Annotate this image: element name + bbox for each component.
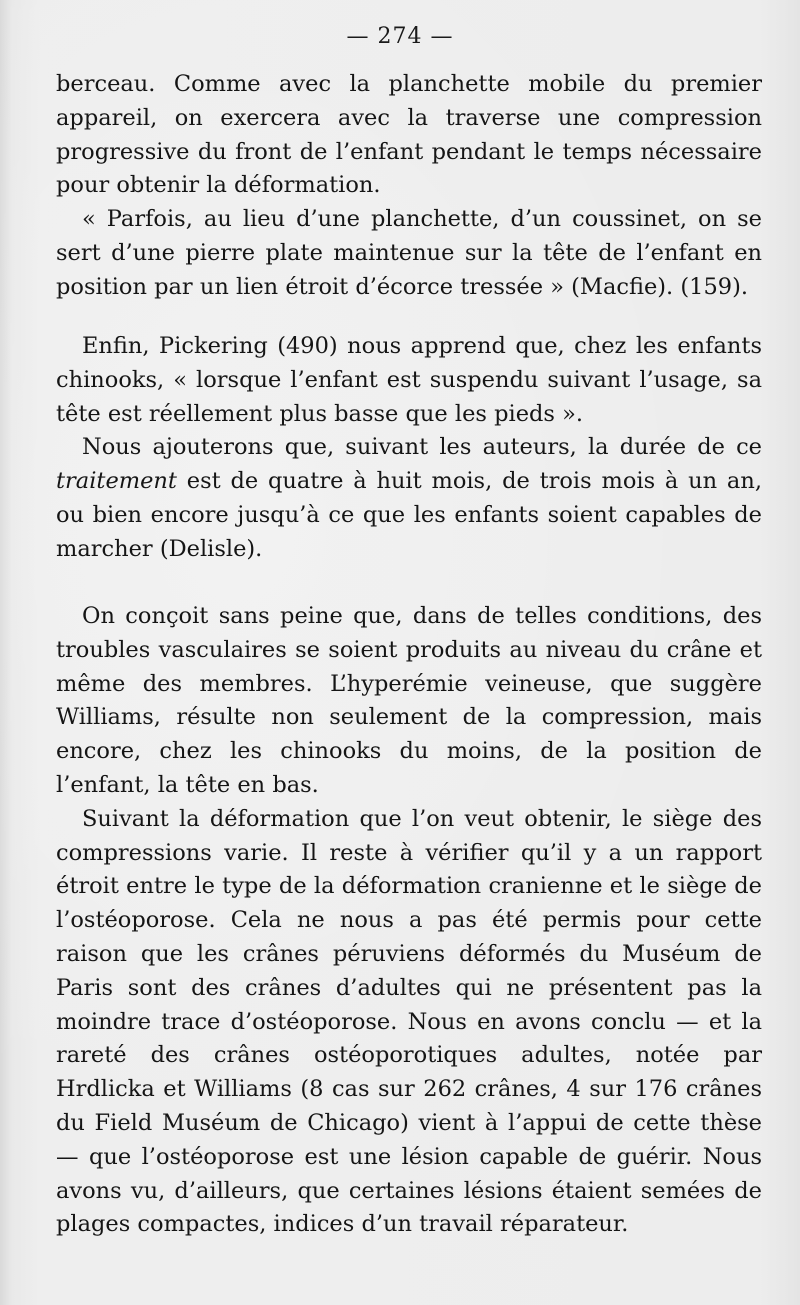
paragraph-1: berceau. Comme avec la planchette mobile du premier appareil, on exercera avec la traverse une compression progressive du front de l’enfant pendant le temps nécessaire pour obtenir la déformation.	[56, 71, 762, 199]
paragraph-2: « Parfois, au lieu d’une planchette, d’un coussinet, on se sert d’une pierre plate maintenue sur la tête de l’enfant en position par un lien étroit d’écorce tressée » (Macfie). (159).	[56, 206, 762, 300]
paragraph-4-start: Nous ajouterons que, suivant les auteurs, la durée de ce	[82, 434, 762, 461]
page-number: — 274 —	[346, 24, 454, 49]
paragraph-4-end: est de quatre à huit mois, de trois mois à un an, ou bien encore jusqu’à ce que les enfants soient capables de marcher (Delisle).	[56, 468, 762, 562]
paragraph-5: On conçoit sans peine que, dans de telles conditions, des troubles vasculaires se soient produits au niveau du crâne et même des membres. L’hyperémie veineuse, que suggère Williams, résulte non seulement de la compression, mais encore, chez les chinooks du moins, de la position de l’enfant, la tête en bas.	[56, 603, 762, 798]
text-section-1	[56, 68, 762, 305]
paragraph-3: Enfin, Pickering (490) nous apprend que, chez les enfants chinooks, « lorsque l’enfant est suspendu suivant l’usage, sa tête est réellement plus basse que les pieds ».	[56, 333, 762, 427]
text-section-2	[56, 330, 762, 567]
italic-term: traitement	[56, 468, 177, 495]
paragraph-6: Suivant la déformation que l’on veut obtenir, le siège des compressions varie. Il reste à vérifier qu’il y a un rapport étroit entre le type de la déformation cranienne et le siège de l’ostéoporose. Cela ne nous a pas été permis pour cette raison que les crânes péruviens déformés du Muséum de Paris sont des crânes d’adultes qui ne présentent pas la moindre trace d’ostéoporose. Nous en avons conclu — et la rareté des crânes ostéoporotiques adultes, notée par Hrdlicka et Williams (8 cas sur 262 crânes, 4 sur 176 crânes du Field Muséum de Chicago) vient à l’appui de cette thèse — que l’ostéoporose est une lésion capable de guérir. Nous avons vu, d’ailleurs, que certaines lésions étaient semées de plages compactes, indices d’un travail réparateur.	[56, 805, 762, 1238]
text-section-3	[56, 600, 762, 1242]
paragraph-4	[56, 431, 762, 566]
